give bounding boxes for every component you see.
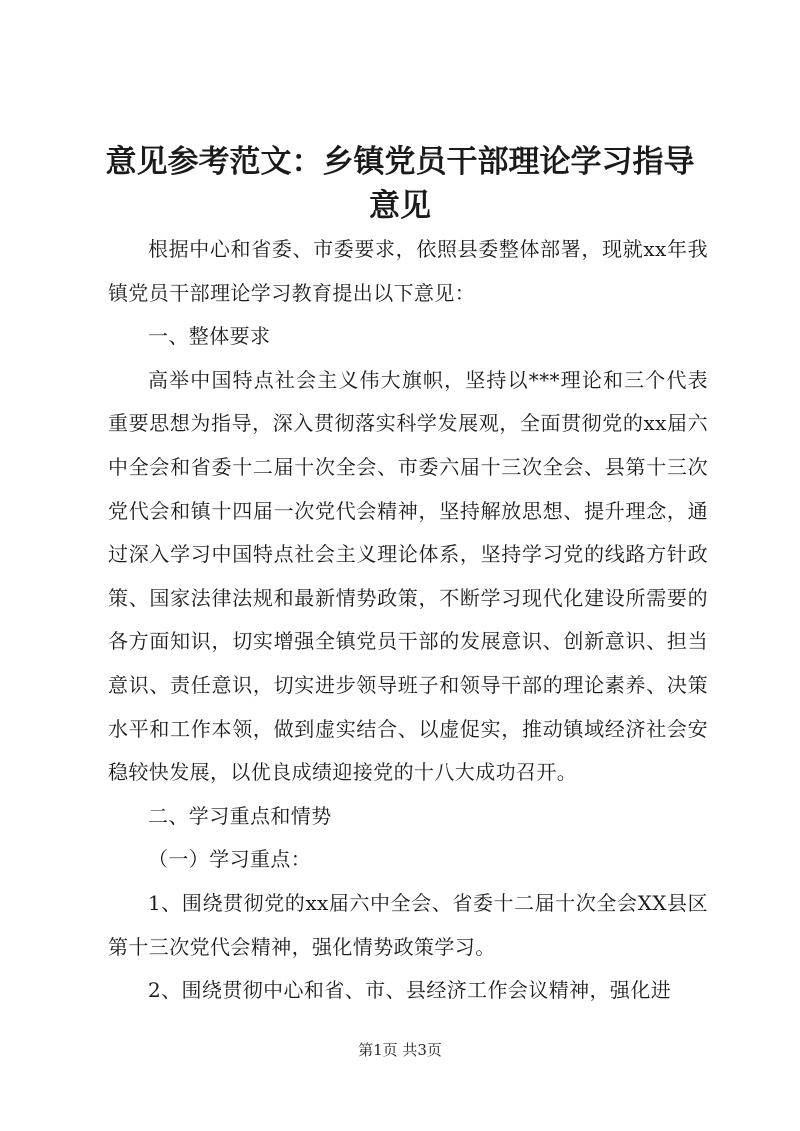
document-title: 意见参考范文：乡镇党员干部理论学习指导意见 bbox=[105, 144, 695, 224]
list-item-2: 2、围绕贯彻中心和省、市、县经济工作会议精神，强化进 bbox=[148, 978, 672, 1003]
section-heading-1: 一、整体要求 bbox=[148, 324, 271, 349]
subsection-heading: （一）学习重点： bbox=[148, 847, 312, 872]
document-body bbox=[108, 228, 708, 1013]
page-footer bbox=[0, 1039, 800, 1060]
paragraph-requirements: 高举中国特点社会主义伟大旗帜，坚持以***理论和三个代表重要思想为指导，深入贯彻落实科学发展观，全面贯彻党的xx届六中全会和省委十二届十次全会、市委六届十三次全会、县第十三次党代会和镇十四届一次党代会精神，坚持解放思想、提升理念，通过深入学习中国特点社会主义理论体系，坚持学习党的线路方针政策、国家法律法规和最新情势政策，不断学习现代化建设所需要的各方面知识，切实增强全镇党员干部的发展意识、创新意识、担当意识、责任意识，切实进步领导班子和领导干部的理论素养、决策水平和工作本领，做到虚实结合、以虚促实，推动镇域经济社会安稳较快发展，以优良成绩迎接党的十八大成功召开。 bbox=[108, 367, 708, 785]
section-heading-2: 二、学习重点和情势 bbox=[148, 803, 332, 828]
list-item-1: 1、围绕贯彻党的xx届六中全会、省委十二届十次全会XX县区第十三次党代会精神，强化情势政策学习。 bbox=[108, 890, 708, 959]
page-number: 第1页 共3页 bbox=[358, 1041, 442, 1059]
paragraph-intro: 根据中心和省委、市委要求，依照县委整体部署，现就xx年我镇党员干部理论学习教育提出以下意见： bbox=[108, 237, 708, 305]
